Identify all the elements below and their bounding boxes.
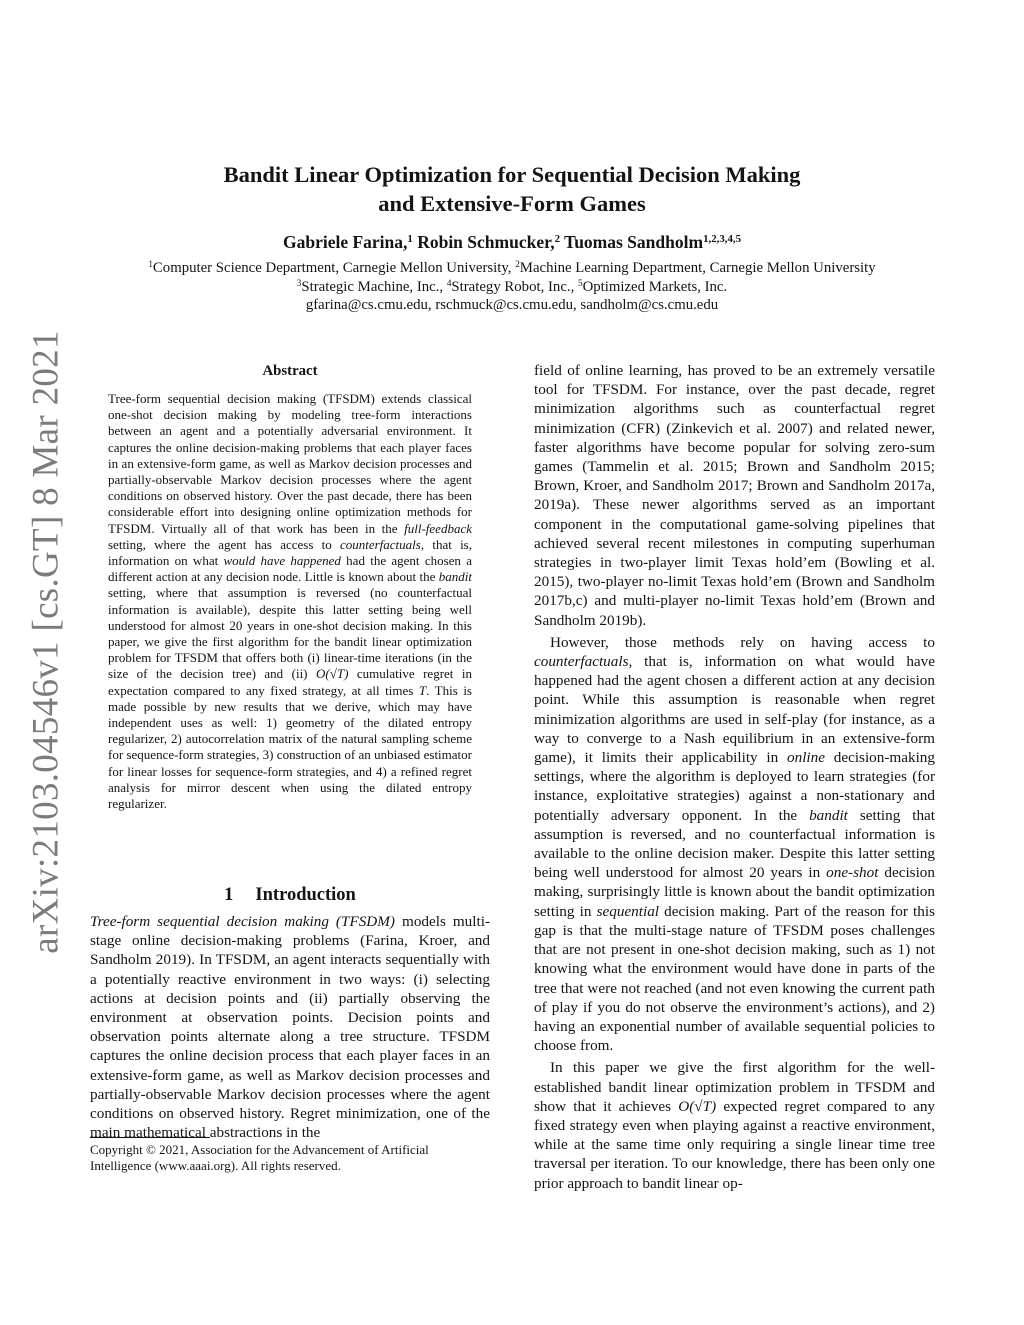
paragraph: field of online learning, has proved to be an extremely versatile tool for TFSDM. For instance, over the past decade, regret minimization algorithms such as counterfactual regret minimization (CFR) (Zinkevich et al. 2007) and related newer, faster algorithms have become popular for solving zero-sum games (Tammelin et al. 2015; Brown and Sandholm 2015; Brown, Kroer, and Sandholm 2017; Brown and Sandholm 2017a, 2019a). These newer algorithms served as an important component in the computational game-solving pipelines that achieved several recent milestones in computing superhuman strategies in two-player limit Texas hold’em (Bowling et al. 2015), two-player no-limit Texas hold’em (Brown and Sandholm 2017b,c) and multi-player no-limit Texas hold’em (Brown and Sandholm 2019b).: [534, 362, 935, 629]
affil-sup: 4: [446, 277, 452, 288]
author-name: Robin Schmucker,: [417, 232, 555, 252]
author-affil-sup: 1,2,3,4,5: [703, 233, 742, 246]
abstract-body: Tree-form sequential decision making (TFSDM) extends classical one-shot decision making by modeling tree-form interactions between an agent and a potentially adversarial environment. It captures the online decision-making problems that each player faces in an extensive-form game, as well as Markov decision processes and partially-observable Markov decision processes where the agent conditions on observed history. Over the past decade, there has been considerable effort into designing online optimization methods for TFSDM. Virtually all of that work has been in the full-feedback setting, where the agent has access to counterfactuals, that is, information on what would have happened had the agent chosen a different action at any decision node. Little is known about the bandit setting, where that assumption is reversed (no counterfactual information is available), despite this latter setting being well understood for almost 20 years in one-shot decision making. In this paper, we give the first algorithm for the bandit linear optimization problem for TFSDM that offers both (i) linear-time iterations (in the size of the decision tree) and (ii) O(√T) cumulative regret in expectation compared to any fixed strategy, at all times T. This is made possible by new results that we derive, which may have independent uses as well: 1) geometry of the dilated entropy regularizer, 2) autocorrelation matrix of the natural sampling scheme for sequence-form strategies, 3) construction of an unbiased estimator for linear losses for sequence-form strategies, and 4) a refined regret analysis for mirror descent when using the dilated entropy regularizer.: [108, 391, 472, 812]
affil-text: Strategy Robot, Inc.,: [451, 278, 578, 295]
section-heading-introduction: [90, 885, 490, 906]
affiliation-line-1: [0, 259, 1024, 278]
introduction-body: Tree-form sequential decision making (TFSDM) models multi-stage online decision-making problems (Farina, Kroer, and Sandholm 2019). In TFSDM, an agent interacts sequentially with a potentially reactive environment in two ways: (i) selecting actions at decision points and (ii) partially observing the environment at observation points. Decision points and observation points alternate along a tree structure. TFSDM captures the online decision process that each player faces in an extensive-form game, as well as Markov decision processes and partially-observable Markov decision processes where the agent conditions on observed history. Regret minimization, one of the main mathematical abstractions in the: [90, 913, 490, 1142]
affil-text: Strategic Machine, Inc.,: [301, 278, 447, 295]
section-number: 1: [224, 885, 234, 905]
paragraph: However, those methods rely on having access to counterfactuals, that is, information on what would have happened had the agent chosen a different action at any decision point. While this assumption is reasonable when regret minimization algorithms are used in self-play (for instance, as a way to converge to a Nash equilibrium in an extensive-form game), it limits their applicability in online decision-making settings, where the algorithm is deployed to learn strategies (for instance, exploitative strategies) against a non-stationary and potentially adversary opponent. In the bandit setting that assumption is reversed, and no counterfactual information is available to the online decision maker. Despite this latter setting being well understood for almost 20 years in one-shot decision making, surprisingly little is known about the bandit optimization setting in sequential decision making. Part of the reason for this gap is that the multi-stage nature of TFSDM poses challenges that are not present in one-shot decision making, such as 1) not knowing what the environment would have done in parts of the tree that were not reached (and not even knowing the current path of play if you do not observe the environment’s actions), and 2) having an exponential number of available sequential policies to choose from.: [534, 633, 935, 1055]
affil-text: Optimized Markets, Inc.: [582, 278, 728, 295]
paragraph: In this paper we give the first algorithm for the well-established bandit linear optimization problem in TFSDM and show that it achieves O(√T) expected regret compared to any fixed strategy even when playing against a reactive environment, while at the same time only requiring a single linear time tree traversal per iteration. To our knowledge, there has been only one prior approach to bandit linear op-: [534, 1059, 936, 1192]
author-name: Tuomas Sandholm: [564, 232, 704, 252]
affil-sup: 5: [577, 277, 583, 288]
affil-sup: 2: [515, 258, 520, 269]
title-line-2: and Extensive-Form Games: [378, 191, 646, 216]
math-expression: O(√T): [315, 666, 349, 682]
copyright-notice: Copyright © 2021, Association for the Advancement of Artificial Intelligence (www.aaai.org). All rights reserved.: [90, 1142, 429, 1174]
footnote-rule: [90, 1137, 210, 1138]
author-affil-sup: 2: [554, 233, 561, 246]
abstract-heading: Abstract: [262, 363, 318, 379]
affil-sup: 1: [148, 258, 153, 269]
affil-sup: 3: [296, 277, 302, 288]
affil-text: Computer Science Department, Carnegie Mellon University,: [152, 260, 516, 276]
right-column-body: [534, 361, 935, 1193]
author-emails: gfarina@cs.cmu.edu, rschmuck@cs.cmu.edu, sandholm@cs.cmu.edu: [305, 297, 719, 313]
arxiv-identifier-stamp: arXiv:2103.04546v1 [cs.GT] 8 Mar 2021: [25, 330, 67, 954]
section-title: Introduction: [255, 885, 356, 905]
paper-title: [0, 160, 1024, 218]
author-name: Gabriele Farina,: [282, 232, 408, 252]
title-line-1: Bandit Linear Optimization for Sequential Decision Making: [223, 162, 801, 187]
author-list: [0, 232, 1024, 253]
affiliation-line-2: [0, 278, 1024, 297]
math-expression: T: [418, 682, 427, 698]
affiliations: [0, 259, 1024, 315]
math-expression: O(√T): [678, 1097, 717, 1115]
affil-text: Machine Learning Department, Carnegie Mellon University: [519, 260, 876, 276]
author-affil-sup: 1: [407, 233, 413, 246]
